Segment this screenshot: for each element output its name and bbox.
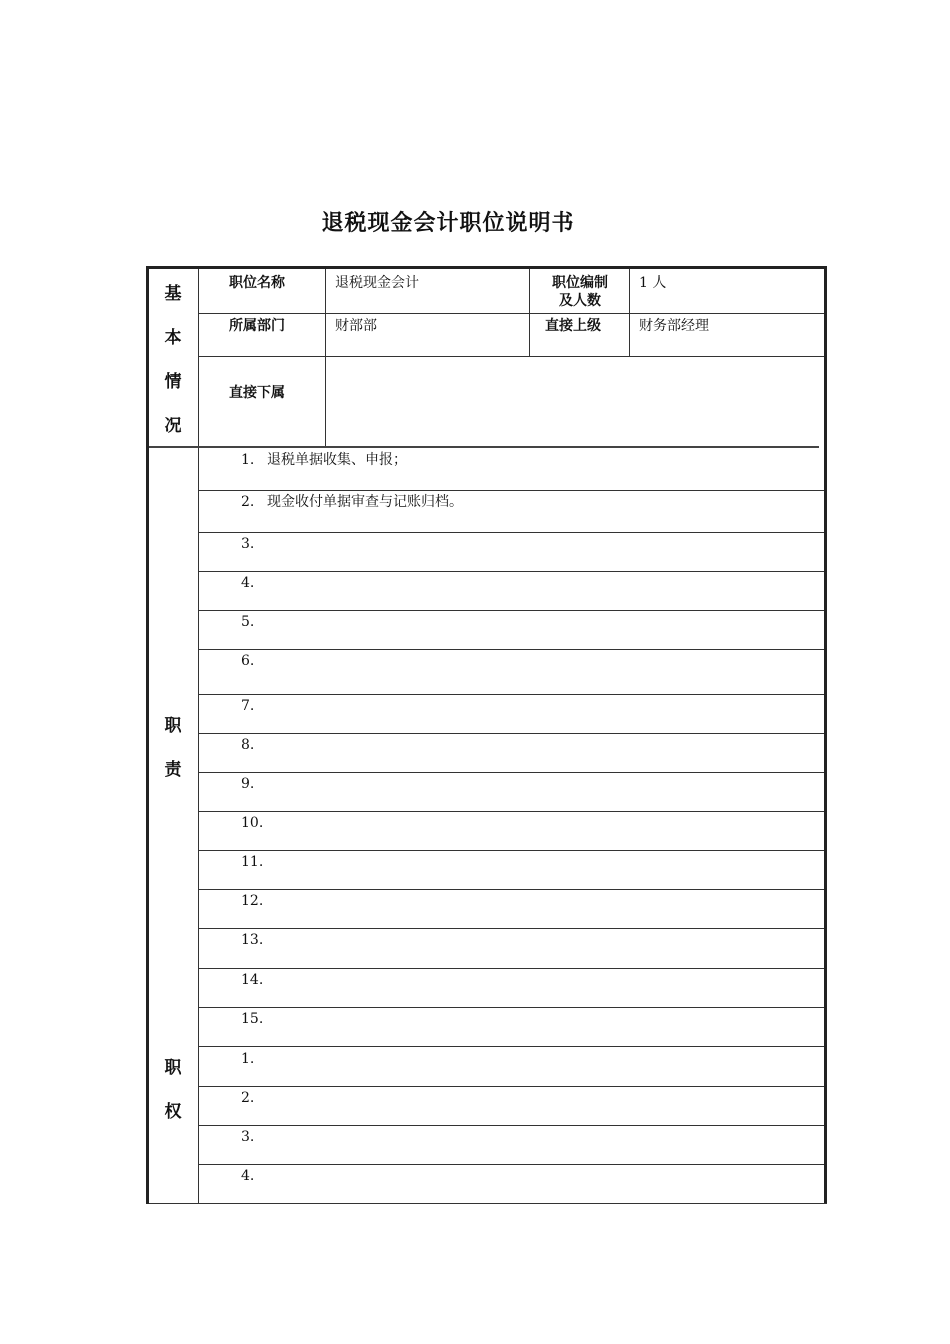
list-item: [241, 1010, 267, 1028]
list-item: [241, 574, 267, 592]
row-divider: [198, 772, 824, 773]
row-divider: [198, 1007, 824, 1008]
document-title: 退税现金会计职位说明书: [321, 211, 575, 236]
item-number: 10.: [241, 815, 264, 831]
list-item: [241, 493, 463, 511]
list-item: [241, 451, 407, 469]
row-divider: [198, 532, 824, 533]
department-label: 所属部门: [229, 318, 285, 334]
label-column-divider: [325, 269, 326, 446]
item-number: 1.: [241, 1051, 255, 1067]
position-name-label: 职位名称: [229, 275, 285, 291]
row-divider: [198, 610, 824, 611]
item-number: 1.: [241, 452, 255, 468]
section-label-basic: 基 本 情 况: [164, 284, 182, 436]
item-number: 2.: [241, 494, 255, 510]
item-number: 2.: [241, 1090, 255, 1106]
headcount-value: 1 人: [639, 275, 667, 291]
list-item: [241, 613, 267, 631]
headcount-label: 职位编制 及人数: [552, 275, 608, 309]
subordinate-label: 直接下属: [229, 385, 285, 401]
item-number: 7.: [241, 698, 255, 714]
row-divider: [198, 811, 824, 812]
row-divider: [198, 1125, 824, 1126]
list-item: [241, 892, 267, 910]
item-number: 9.: [241, 776, 255, 792]
list-item: [241, 1089, 267, 1107]
item-number: 8.: [241, 737, 255, 753]
item-number: 3.: [241, 536, 255, 552]
item-number: 15.: [241, 1011, 264, 1027]
row-divider: [198, 571, 824, 572]
item-number: 13.: [241, 932, 264, 948]
list-item: [241, 736, 267, 754]
section-column-divider: [198, 269, 199, 1204]
list-item: [241, 535, 267, 553]
item-number: 3.: [241, 1129, 255, 1145]
item-text: 现金收付单据审查与记账归档。: [267, 494, 463, 510]
row-divider: [198, 928, 824, 929]
section-label-authority: 职 权: [164, 1058, 182, 1122]
row-divider: [198, 356, 824, 357]
list-item: [241, 931, 267, 949]
row-divider: [198, 733, 824, 734]
item-number: 4.: [241, 1168, 255, 1184]
superior-value: 财务部经理: [639, 318, 709, 334]
row-divider: [198, 649, 824, 650]
list-item: [241, 814, 267, 832]
list-item: [241, 1050, 267, 1068]
row-divider: [198, 968, 824, 969]
superior-label: 直接上级: [545, 318, 601, 334]
item-number: 4.: [241, 575, 255, 591]
row-divider: [198, 850, 824, 851]
position-name-value: 退税现金会计: [335, 275, 419, 291]
item-number: 6.: [241, 653, 255, 669]
item-text: 退税单据收集、申报；: [267, 452, 407, 468]
row-divider: [198, 1086, 824, 1087]
section-divider: [149, 446, 819, 448]
row-divider: [198, 1046, 824, 1047]
list-item: [241, 1128, 267, 1146]
row-divider: [198, 313, 824, 314]
item-number: 5.: [241, 614, 255, 630]
department-value: 财部部: [335, 318, 377, 334]
item-number: 12.: [241, 893, 264, 909]
item-number: 11.: [241, 854, 264, 870]
table-bottom: [149, 1203, 827, 1204]
list-item: [241, 853, 267, 871]
list-item: [241, 652, 267, 670]
list-item: [241, 1167, 267, 1185]
row-divider: [198, 889, 824, 890]
list-item: [241, 697, 267, 715]
item-number: 14.: [241, 972, 264, 988]
list-item: [241, 971, 267, 989]
list-item: [241, 775, 267, 793]
row-divider: [198, 1164, 824, 1165]
row-divider: [198, 694, 824, 695]
section-label-duties: 职 责: [164, 716, 182, 780]
row-divider: [198, 490, 824, 491]
